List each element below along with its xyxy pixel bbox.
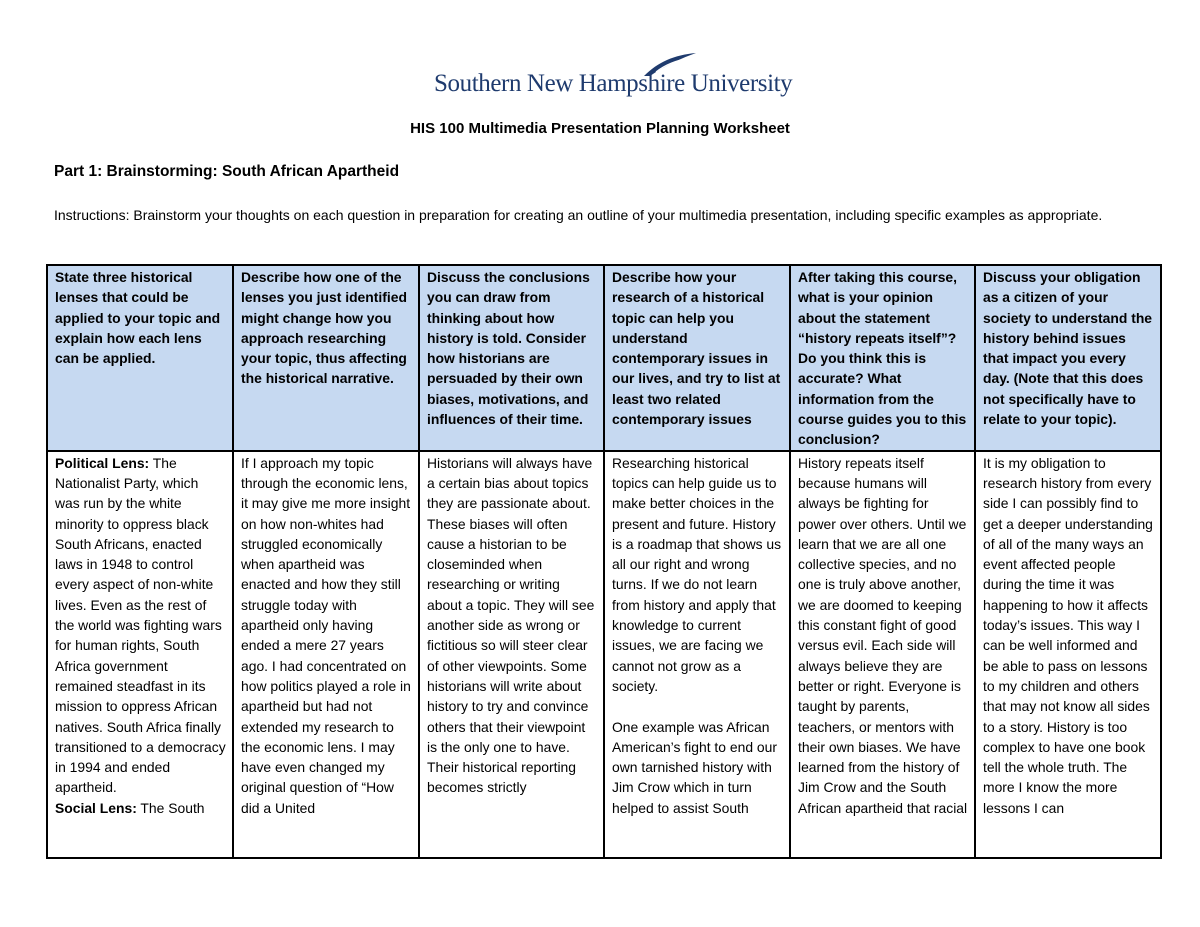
document-title: HIS 100 Multimedia Presentation Planning Worksheet [410,120,790,137]
contemporary-issues-paragraph-1: Researching historical topics can help guide us to make better choices in the present and future. History is a roadmap that shows us all our right and wrong turns. If we do not learn from history and apply that knowledge to current issues, we are facing we cannot not grow as a society. [612,454,782,694]
header-contemporary-issues: Describe how your research of a historical topic can help you understand contemporary issues in our lives, and try to list at least two related contemporary issues [604,265,790,451]
lens-approach-text: If I approach my topic through the economic lens, it may give me more insight on how non-whites had struggled economically when apartheid was enacted and how they still struggle today with apartheid only having ended a mere 27 years ago. I had concentrated on how politics played a role in apartheid but had not extended my research to the economic lens. I may have even changed my original question of “How did a United [241,454,411,816]
table-header-row [47,265,1161,451]
table-row [47,451,1161,858]
instructions-text: Instructions: Brainstorm your thoughts on each question in preparation for creating an outline of your multimedia presentation, including specific examples as appropriate. [54,207,1103,223]
history-repeats-text: History repeats itself because humans will always be fighting for power over others. Until we learn that we are all one collective species, and no one is truly above another, we are doomed to keeping this constant fight of good versus evil. Each side will always believe they are better or right. Everyone is taught by parents, teachers, or mentors with their own biases. We have learned from the history of Jim Crow and the South African apartheid that racial [798,454,968,816]
social-lens-entry [55,798,226,818]
header-historical-lenses: State three historical lenses that could be applied to your topic and explain how each lens can be applied. [47,265,233,451]
cell-history-conclusions [419,451,604,858]
header-history-conclusions: Discuss the conclusions you can draw from thinking about how history is told. Consider how historians are persuaded by their own biases, motivations, and influences of their time. [419,265,604,451]
part-title: Part 1: Brainstorming: South African Apartheid [54,163,400,180]
worksheet-table [46,264,1162,859]
header-lens-approach: Describe how one of the lenses you just identified might change how you approach researching your topic, thus affecting the historical narrative. [233,265,419,451]
university-logo [434,52,793,102]
contemporary-issues-paragraph-2: One example was African American’s fight to end our own tarnished history with Jim Crow which in turn helped to assist South [612,718,777,816]
logo-wordmark: Southern New Hampshire University [434,70,793,97]
cell-historical-lenses [47,451,233,858]
political-lens-label: Political Lens: [55,454,150,471]
cell-lens-approach [233,451,419,858]
cell-history-repeats [790,451,975,858]
history-conclusions-text: Historians will always have a certain bias about topics they are passionate about. These biases will often cause a historian to be closeminded when researching or writing about a topic. They will see another side as wrong or fictitious so will steer clear of other viewpoints. Some historians will write about history to try and convince others that their viewpoint is the only one to have. Their historical reporting becomes strictly [427,454,595,796]
header-citizen-obligation: Discuss your obligation as a citizen of your society to understand the history behind issues that impact you every day. (Note that this does not specifically have to relate to your topic). [975,265,1161,451]
political-lens-entry [55,453,226,798]
header-history-repeats: After taking this course, what is your opinion about the statement “history repeats itself”? Do you think this is accurate? What information from the course guides you to this conclusion? [790,265,975,451]
citizen-obligation-text: It is my obligation to research history from every side I can possibly find to get a deeper understanding of all of the many ways an event affected people during the time it was happening to how it affects today’s issues. This way I can be well informed and be able to pass on lessons to my children and others that may not know all sides to a story. History is too complex to have one book tell the whole truth. The more I know the more lessons I can [983,454,1153,816]
political-lens-text: The Nationalist Party, which was run by the white minority to oppress black South Africans, enacted laws in 1948 to control every aspect of non-white lives. Even as the rest of the world was fighting wars for human rights, South Africa government remained steadfast in its mission to oppress African natives. South Africa finally transitioned to a democracy in 1994 and ended apartheid. [55,454,226,796]
social-lens-label: Social Lens: [55,799,137,816]
social-lens-text: The South [136,799,205,816]
cell-citizen-obligation [975,451,1161,858]
cell-contemporary-issues [604,451,790,858]
